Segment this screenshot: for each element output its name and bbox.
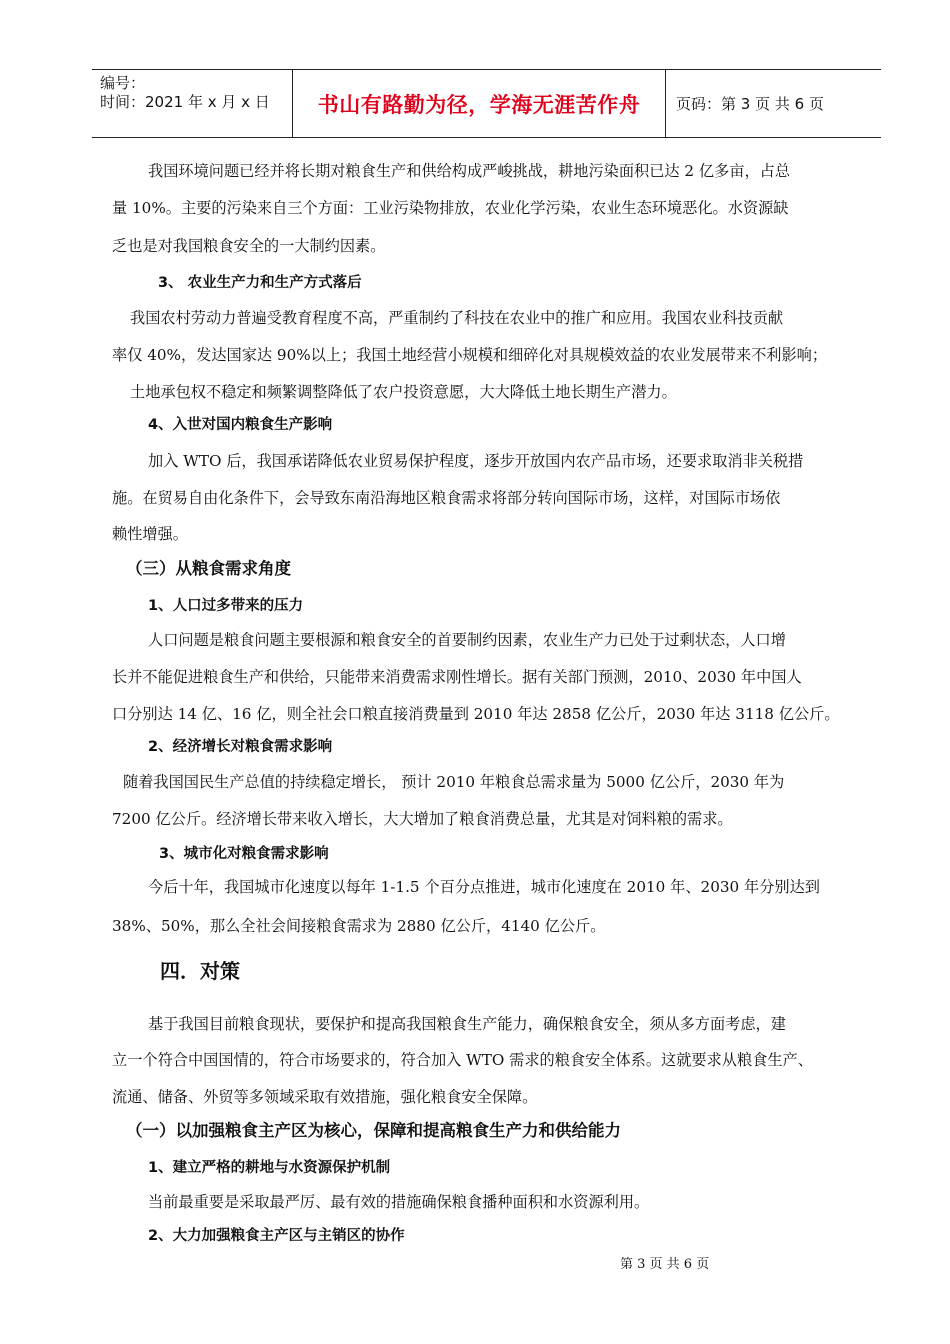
subheading: 1、建立严格的耕地与水资源保护机制: [148, 1160, 391, 1176]
page-footer: 第 3 页 共 6 页: [620, 1257, 710, 1272]
paragraph-line: 当前最重要是采取最严厉、最有效的措施确保粮食播种面积和水资源利用。: [148, 1193, 650, 1211]
header-meta: [92, 70, 293, 137]
paragraph-line: 我国环境问题已经并将长期对粮食生产和供给构成严峻挑战，耕地污染面积已达 2 亿多亩，占总: [148, 162, 791, 180]
paragraph-line: 我国农村劳动力普遍受教育程度不高，严重制约了科技在农业中的推广和应用。我国农业科技贡献: [130, 309, 784, 327]
number-label: 编号：: [100, 74, 146, 92]
subheading: 3、 农业生产力和生产方式落后: [158, 275, 362, 291]
subheading: 1、人口过多带来的压力: [148, 598, 304, 614]
paragraph-line: 立一个符合中国国情的，符合市场要求的，符合加入 WTO 需求的粮食安全体系。这就要求从粮食生产、: [112, 1051, 813, 1069]
paragraph-line: 随着我国国民生产总值的持续稳定增长， 预计 2010 年粮食总需求量为 5000 亿公斤，2030 年为: [123, 773, 785, 791]
subheading: 4、入世对国内粮食生产影响: [148, 417, 333, 433]
paragraph-line: 量 10%。主要的污染来自三个方面：工业污染物排放，农业化学污染，农业生态环境恶化。水资源缺: [112, 199, 789, 217]
subheading: 2、经济增长对粮食需求影响: [148, 739, 333, 755]
paragraph-line: 施。在贸易自由化条件下，会导致东南沿海地区粮食需求将部分转向国际市场，这样，对国际市场依: [112, 489, 781, 507]
subheading: 3、城市化对粮食需求影响: [159, 846, 329, 862]
paragraph-line: 长并不能促进粮食生产和供给，只能带来消费需求刚性增长。据有关部门预测，2010、2030 年中国人: [112, 668, 802, 686]
paragraph-line: 口分别达 14 亿、16 亿，则全社会口粮直接消费量到 2010 年达 2858 亿公斤，2030 年达 3118 亿公斤。: [112, 705, 840, 723]
paragraph-line: 加入 WTO 后，我国承诺降低农业贸易保护程度，逐步开放国内农产品市场，还要求取消非关税措: [148, 452, 804, 470]
header-slogan: 书山有路勤为径，学海无涯苦作舟: [293, 70, 666, 137]
paragraph-line: 土地承包权不稳定和频繁调整降低了农户投资意愿，大大降低土地长期生产潜力。: [130, 383, 677, 401]
paragraph-line: 今后十年，我国城市化速度以每年 1-1.5 个百分点推进，城市化速度在 2010 年、2030 年分别达到: [148, 878, 820, 896]
paragraph-line: 38%、50%，那么全社会间接粮食需求为 2880 亿公斤，4140 亿公斤。: [112, 917, 606, 935]
subheading: 2、大力加强粮食主产区与主销区的协作: [148, 1228, 405, 1244]
header-page-info: 页码：第 3 页 共 6 页: [676, 95, 824, 113]
paragraph-line: 乏也是对我国粮食安全的一大制约因素。: [112, 237, 386, 255]
paragraph-line: 人口问题是粮食问题主要根源和粮食安全的首要制约因素，农业生产力已处于过剩状态，人口增: [148, 631, 786, 649]
paragraph-line: 率仅 40%，发达国家达 90%以上；我国土地经营小规模和细碎化对具规模效益的农业发展带来不利影响；: [112, 346, 828, 364]
section-heading-4: 四．对策: [160, 959, 240, 983]
paragraph-line: 7200 亿公斤。经济增长带来收入增长，大大增加了粮食消费总量，尤其是对饲料粮的需求。: [112, 810, 733, 828]
paragraph-line: 流通、储备、外贸等多领域采取有效措施，强化粮食安全保障。: [112, 1088, 538, 1106]
section-heading: （一）以加强粮食主产区为核心，保障和提高粮食生产力和供给能力: [126, 1121, 621, 1140]
time-label: 时间：2021 年 x 月 x 日: [100, 93, 270, 111]
paragraph-line: 基于我国目前粮食现状，要保护和提高我国粮食生产能力，确保粮食安全，须从多方面考虑，建: [148, 1015, 786, 1033]
page-header: [92, 69, 881, 138]
paragraph-line: 赖性增强。: [112, 525, 188, 543]
section-heading: （三）从粮食需求角度: [126, 559, 291, 578]
